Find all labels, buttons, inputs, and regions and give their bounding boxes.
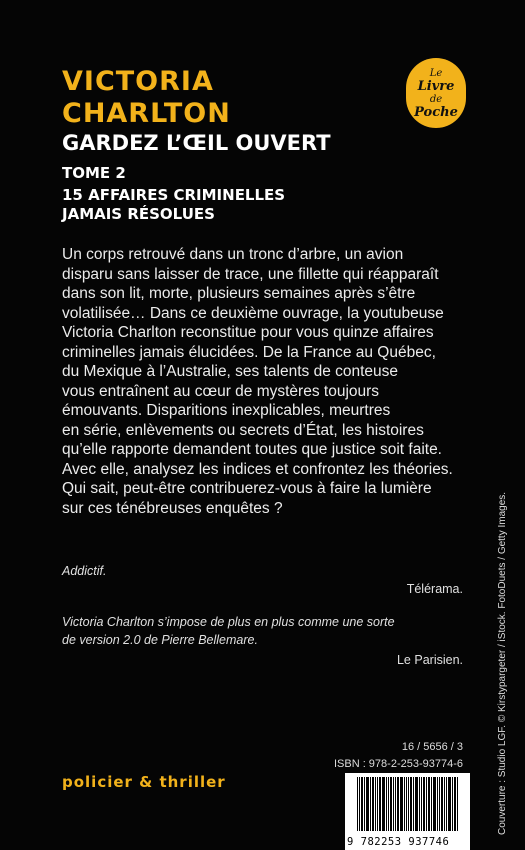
logo-text-livre: Livre <box>417 79 455 94</box>
barcode-bars <box>357 777 467 831</box>
isbn-label: ISBN : 978-2-253-93774-6 <box>333 758 463 770</box>
logo-text-poche: Poche <box>414 105 458 120</box>
catalog-code: 16 / 5656 / 3 <box>401 741 463 753</box>
publisher-logo <box>406 58 466 128</box>
book-title: GARDEZ L’ŒIL OUVERT <box>62 131 331 155</box>
book-subtitle <box>62 186 285 224</box>
blurb-line: Victoria Charlton reconstitue pour vous quinze affaires <box>62 324 434 341</box>
blurb-line: Qui sait, peut-être contribuerez-vous à faire la lumière <box>62 480 432 497</box>
genre-label: policier & thriller <box>62 773 226 791</box>
blurb-line: qu’elle rapporte demandent toutes que justice soit faite. <box>62 441 442 458</box>
press-quote-text <box>62 562 106 580</box>
author-line-2: CHARLTON <box>62 98 231 129</box>
cover-credit: Couverture : Studio LGF. © Kirstypargeter / iStock. FotoDuets / Getty Images. <box>497 491 508 835</box>
blurb-line: dans son lit, morte, plusieurs semaines après s’être <box>62 285 416 302</box>
blurb-line: criminelles jamais élucidées. De la France au Québec, <box>62 343 436 361</box>
blurb-line: sur ces ténébreuses enquêtes ? <box>62 499 283 517</box>
blurb-line: volatilisée… Dans ce deuxième ouvrage, la youtubeuse <box>62 304 444 322</box>
blurb-line: vous entraînent au cœur de mystères toujours <box>62 382 380 400</box>
subtitle-line-1: 15 AFFAIRES CRIMINELLES <box>62 186 286 204</box>
blurb-line: en série, enlèvements ou secrets d’État, les histoires <box>62 421 424 439</box>
logo-text-le: Le <box>429 68 443 79</box>
ean-barcode <box>345 773 470 850</box>
blurb-line: disparu sans laisser de trace, une fillette qui réapparaît <box>62 265 439 283</box>
quote-line: Victoria Charlton s’impose de plus en plus comme une sorte <box>62 615 395 629</box>
volume-label: TOME 2 <box>62 164 126 182</box>
ean-digits: 9 782253 937746 <box>347 836 450 848</box>
logo-text-de: de <box>429 94 443 105</box>
author-line-1: VICTORIA <box>62 66 214 97</box>
quote-line: Addictif. <box>62 564 107 578</box>
subtitle-line-2: JAMAIS RÉSOLUES <box>62 205 215 223</box>
back-cover-blurb <box>62 245 472 518</box>
press-quote-source: Télérama. <box>406 582 463 596</box>
press-quote-text <box>62 613 395 649</box>
blurb-line: du Mexique à l’Australie, ses talents de conteuse <box>62 363 399 380</box>
blurb-line: émouvants. Disparitions inexplicables, meurtres <box>62 402 391 419</box>
press-quote-source: Le Parisien. <box>396 653 463 667</box>
blurb-line: Un corps retrouvé dans un tronc d’arbre, un avion <box>62 246 404 263</box>
author-name <box>62 66 231 130</box>
blurb-line: Avec elle, analysez les indices et confrontez les théories. <box>62 460 453 478</box>
quote-line: de version 2.0 de Pierre Bellemare. <box>62 633 258 647</box>
